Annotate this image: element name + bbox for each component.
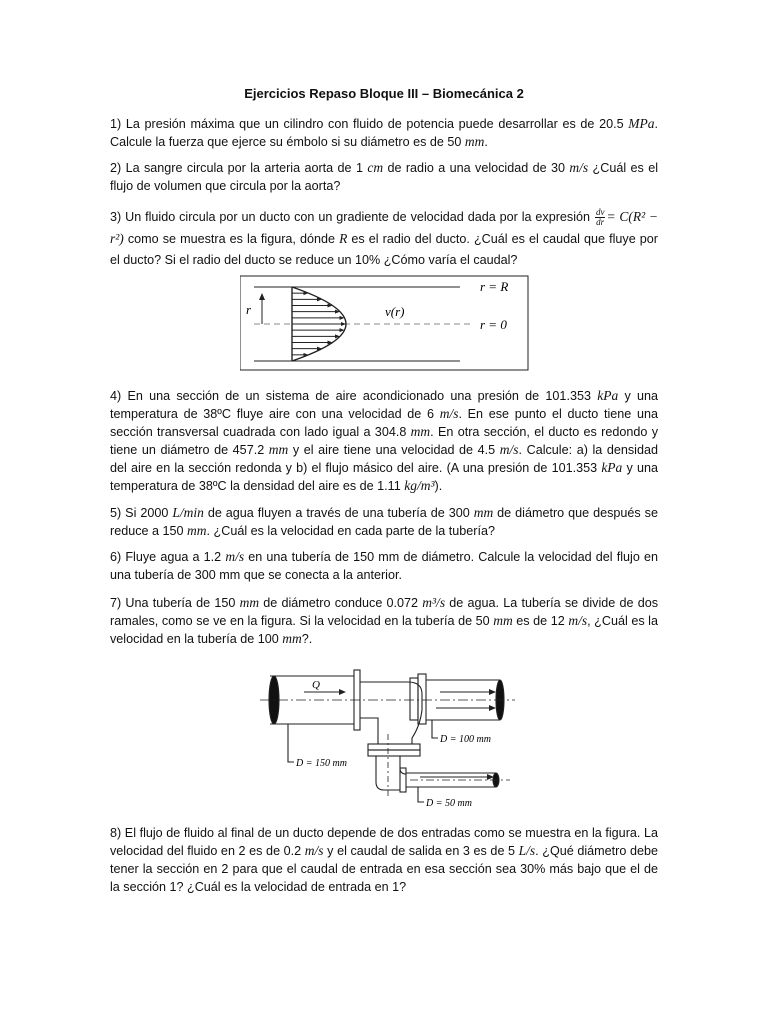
diameter-100-label: D = 100 mm: [440, 734, 491, 745]
document-title: Ejercicios Repaso Bloque III – Biomecánica 2: [244, 86, 524, 101]
exercise-7: 7) Una tubería de 150 mm de diámetro conduce 0.072 m³/s de agua. La tubería se divide de dos ramales, como se ve en la figura. Si la velocidad en la tubería de 50 mm es de 12 m/s, ¿Cuál es la velocidad en la tubería de 100 mm?.: [110, 595, 659, 646]
exercise-2: 2) La sangre circula por la arteria aorta de 1 cm de radio a una velocidad de 30 m/s ¿Cuál es el flujo de volumen que circula por la aorta?: [110, 160, 659, 193]
diameter-150-label: D = 150 mm: [296, 758, 347, 769]
velocity-label: v(r): [385, 304, 405, 319]
exercise-8: 8) El flujo de fluido al final de un ducto depende de dos entradas como se muestra en la figura. La velocidad del fluido en 2 es de 0.2 m/s y el caudal de salida en 3 es de 5 L/s. ¿Qué diámetro debe tener la sección en 2 para que el caudal de entrada en esa sección sea 30% más bajo que el de la sección 1? ¿Cuál es la velocidad de entrada en 1?: [110, 826, 658, 894]
derivative-fraction: $\frac{dv}{dr}$: [595, 207, 605, 228]
velocity-profile-figure: [240, 274, 530, 374]
exercise-5: 5) Si 2000 L/min de agua fluyen a través de una tubería de 300 mm de diámetro que después se reduce a 150 mm. ¿Cuál es la velocidad en cada parte de la tubería?: [110, 505, 658, 538]
exercise-3: 3) Un fluido circula por un ducto con un gradiente de velocidad dada por la expresión $\frac{dv}{dr}$ = C(R² − r²) como se muestra es la figura, dónde R es el radio del ducto. ¿Cuál es el caudal que fluye por el ducto? Si el radio del ducto se reduce un 10% ¿Cómo varía el caudal?: [110, 207, 659, 267]
diameter-50-label: D = 50 mm: [426, 798, 472, 809]
wall-radius-label: r = R: [480, 279, 509, 294]
center-radius-label: r = 0: [480, 317, 507, 332]
pipe-branch-figure: [260, 664, 520, 816]
exercise-4: 4) En una sección de un sistema de aire acondicionado una presión de 101.353 kPa y una temperatura de 38ºC fluye aire con una velocidad de 6 m/s. En ese punto el ducto tiene una sección transversal cuadrada con lado igual a 304.8 mm. En otra sección, el ducto es redondo y tiene un diámetro de 457.2 mm y el aire tiene una velocidad de 4.5 m/s. Calcule: a) la densidad del aire en la sección redonda y b) el flujo másico del aire. (A una presión de 101.353 kPa y una temperatura de 38ºC la densidad del aire es de 1.11 kg/m³).: [110, 388, 659, 493]
flow-q-label: Q: [312, 679, 320, 691]
radius-label: r: [246, 302, 252, 317]
exercise-6: 6) Fluye agua a 1.2 m/s en una tubería de 150 mm de diámetro. Calcule la velocidad del flujo en una tubería de 300 mm que se conecta a la anterior.: [110, 549, 658, 582]
exercise-1: 1) La presión máxima que un cilindro con fluido de potencia puede desarrollar es de 20.5 MPa. Calcule la fuerza que ejerce su émbolo si su diámetro es de 50 mm.: [110, 116, 658, 149]
